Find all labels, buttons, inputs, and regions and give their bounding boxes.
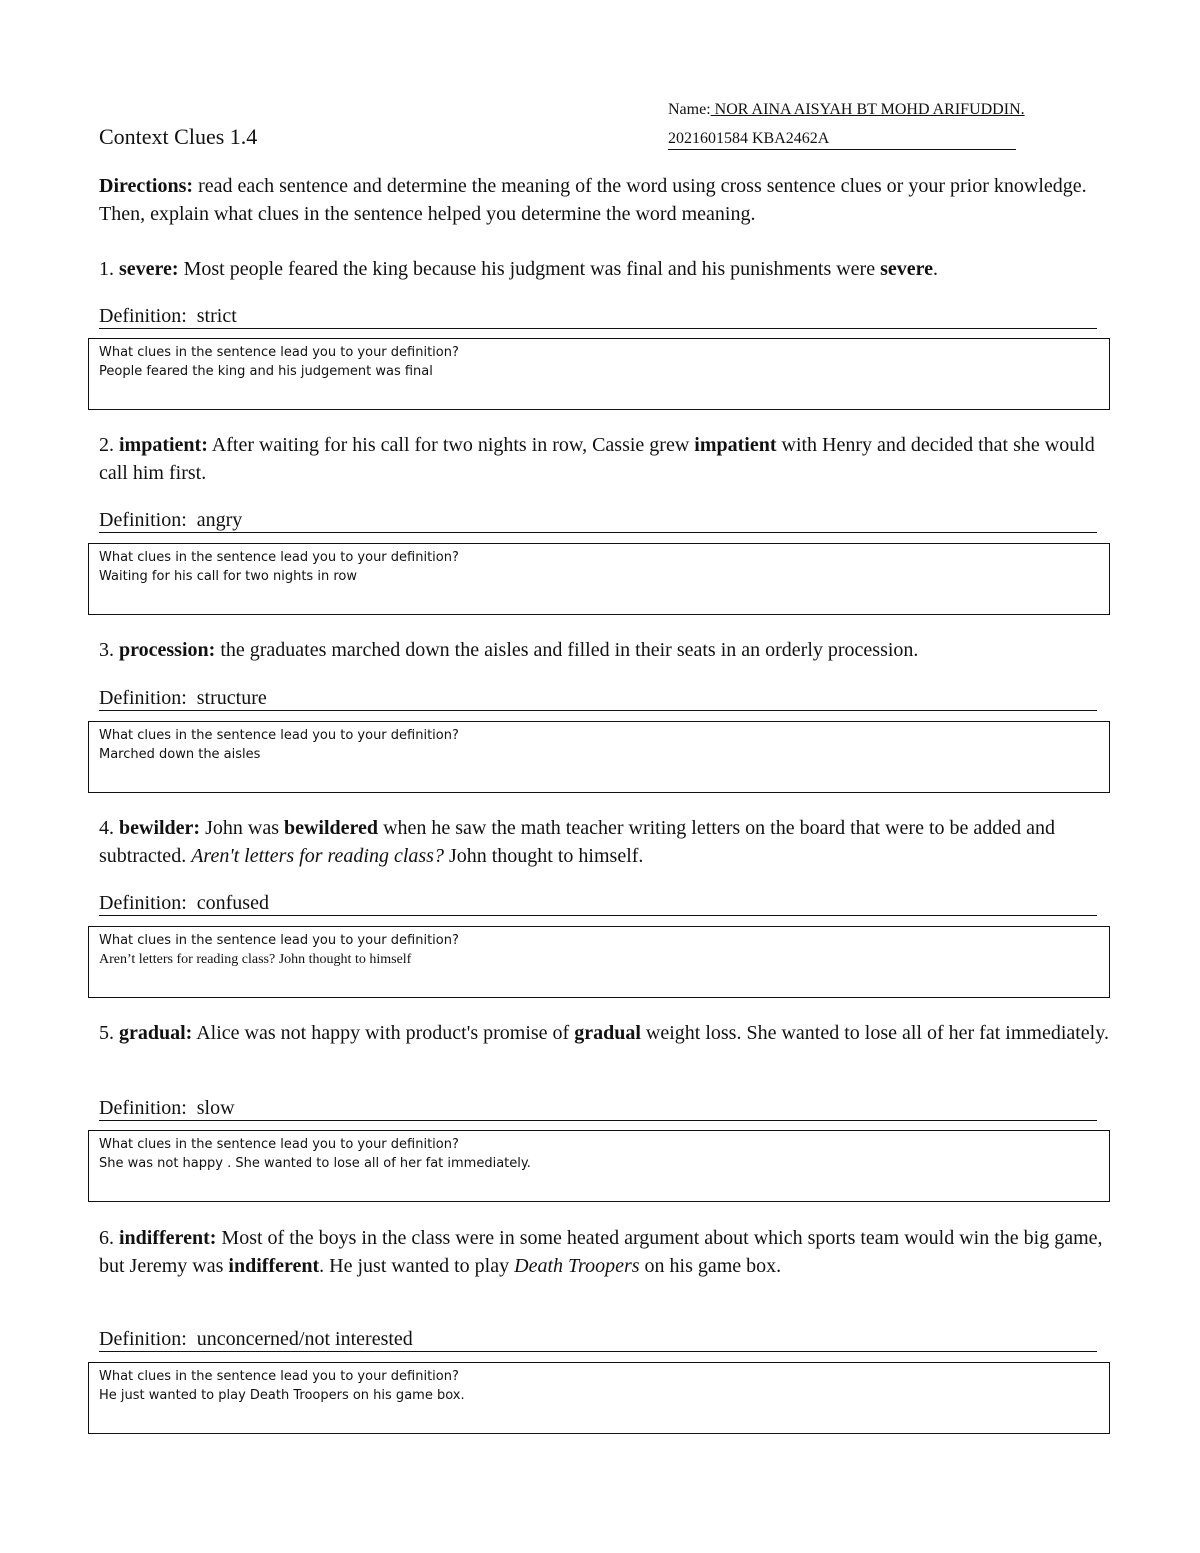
definition-line-5 <box>99 1096 1097 1121</box>
question-word: gradual: <box>119 1022 193 1044</box>
sentence-text: . <box>933 258 939 280</box>
definition-label: Definition: <box>99 509 187 531</box>
definition-line-6 <box>99 1327 1097 1352</box>
clue-answer: People feared the king and his judgement was final <box>99 364 433 379</box>
question-word: procession: <box>119 639 216 661</box>
clue-answer: Waiting for his call for two nights in row <box>99 569 357 584</box>
definition-label: Definition: <box>99 1328 187 1350</box>
clue-answer: Aren’t letters for reading class? John thought to himself <box>99 952 412 967</box>
definition-answer: angry <box>196 509 243 531</box>
question-1 <box>99 255 1109 283</box>
sentence-bold-word: bewildered <box>283 817 379 839</box>
sentence-bold-word: indifferent <box>228 1255 320 1277</box>
question-number: 1. <box>99 258 119 280</box>
sentence-italic-text: Aren't letters for reading class? <box>191 845 444 867</box>
sentence-text: John was <box>200 817 284 839</box>
question-word: severe: <box>119 258 179 280</box>
clue-box-4 <box>88 926 1110 998</box>
name-label: Name: <box>668 101 711 118</box>
sentence-text: when he saw the math teacher writing letters on the board that were to be added and subtracted. <box>99 817 1056 867</box>
sentence-text: on his game box. <box>639 1255 782 1277</box>
clue-box-5 <box>88 1130 1110 1202</box>
question-number: 5. <box>99 1022 119 1044</box>
definition-label: Definition: <box>99 305 187 327</box>
definition-answer: unconcerned/not interested <box>196 1328 413 1350</box>
definition-label: Definition: <box>99 1097 187 1119</box>
question-number: 4. <box>99 817 119 839</box>
clue-answer: He just wanted to play Death Troopers on his game box. <box>99 1388 465 1403</box>
clue-prompt: What clues in the sentence lead you to your definition? <box>99 550 459 565</box>
name-value: NOR AINA AISYAH BT MOHD ARIFUDDIN. <box>710 101 1025 118</box>
question-2 <box>99 431 1109 487</box>
question-word: impatient: <box>119 434 208 456</box>
sentence-text: weight loss. She wanted to lose all of her fat immediately. <box>640 1022 1109 1044</box>
directions <box>99 172 1109 228</box>
directions-text: read each sentence and determine the meaning of the word using cross sentence clues or your prior knowledge. Then, explain what clues in the sentence helped you determine the word meaning. <box>99 175 1087 225</box>
sentence-text: Alice was not happy with product's promise of <box>192 1022 575 1044</box>
question-number: 6. <box>99 1227 119 1249</box>
clue-prompt: What clues in the sentence lead you to your definition? <box>99 1369 459 1384</box>
sentence-text: After waiting for his call for two nights in row, Cassie grew <box>207 434 695 456</box>
clue-answer: Marched down the aisles <box>99 747 261 762</box>
sentence-text: Most people feared the king because his judgment was final and his punishments were <box>178 258 881 280</box>
definition-answer: slow <box>196 1097 235 1119</box>
directions-label: Directions: <box>99 175 194 197</box>
sentence-italic-text: Death Troopers <box>514 1255 640 1277</box>
clue-prompt: What clues in the sentence lead you to your definition? <box>99 728 459 743</box>
definition-line-4 <box>99 891 1097 916</box>
definition-line-2 <box>99 508 1097 533</box>
student-id: 2021601584 KBA2462A <box>668 129 1016 150</box>
definition-answer: strict <box>196 305 237 327</box>
question-word: bewilder: <box>119 817 201 839</box>
clue-answer: She was not happy . She wanted to lose all of her fat immediately. <box>99 1156 531 1171</box>
sentence-text: John thought to himself. <box>443 845 644 867</box>
question-5 <box>99 1019 1109 1047</box>
sentence-text: Most of the boys in the class were in some heated argument about which sports team would win the big game, but Jeremy was <box>99 1227 1103 1277</box>
page-title: Context Clues 1.4 <box>99 124 258 149</box>
question-6 <box>99 1224 1109 1280</box>
question-number: 2. <box>99 434 119 456</box>
sentence-bold-word: impatient <box>694 434 777 456</box>
definition-answer: structure <box>196 687 267 709</box>
clue-box-6 <box>88 1362 1110 1434</box>
question-4 <box>99 814 1109 870</box>
question-3 <box>99 636 1109 664</box>
clue-prompt: What clues in the sentence lead you to your definition? <box>99 933 459 948</box>
definition-label: Definition: <box>99 892 187 914</box>
definition-line-1 <box>99 304 1097 329</box>
clue-prompt: What clues in the sentence lead you to your definition? <box>99 345 459 360</box>
sentence-bold-word: severe <box>880 258 934 280</box>
question-number: 3. <box>99 639 119 661</box>
definition-label: Definition: <box>99 687 187 709</box>
sentence-text: the graduates marched down the aisles and filled in their seats in an orderly procession. <box>215 639 919 661</box>
question-word: indifferent: <box>119 1227 217 1249</box>
clue-box-2 <box>88 543 1110 615</box>
sentence-bold-word: gradual <box>574 1022 641 1044</box>
student-name <box>668 101 1025 119</box>
definition-answer: confused <box>196 892 269 914</box>
clue-box-1 <box>88 338 1110 410</box>
definition-line-3 <box>99 686 1097 711</box>
clue-prompt: What clues in the sentence lead you to your definition? <box>99 1137 459 1152</box>
sentence-text: with Henry and decided that she would call him first. <box>99 434 1095 484</box>
clue-box-3 <box>88 721 1110 793</box>
sentence-text: . He just wanted to play <box>319 1255 515 1277</box>
